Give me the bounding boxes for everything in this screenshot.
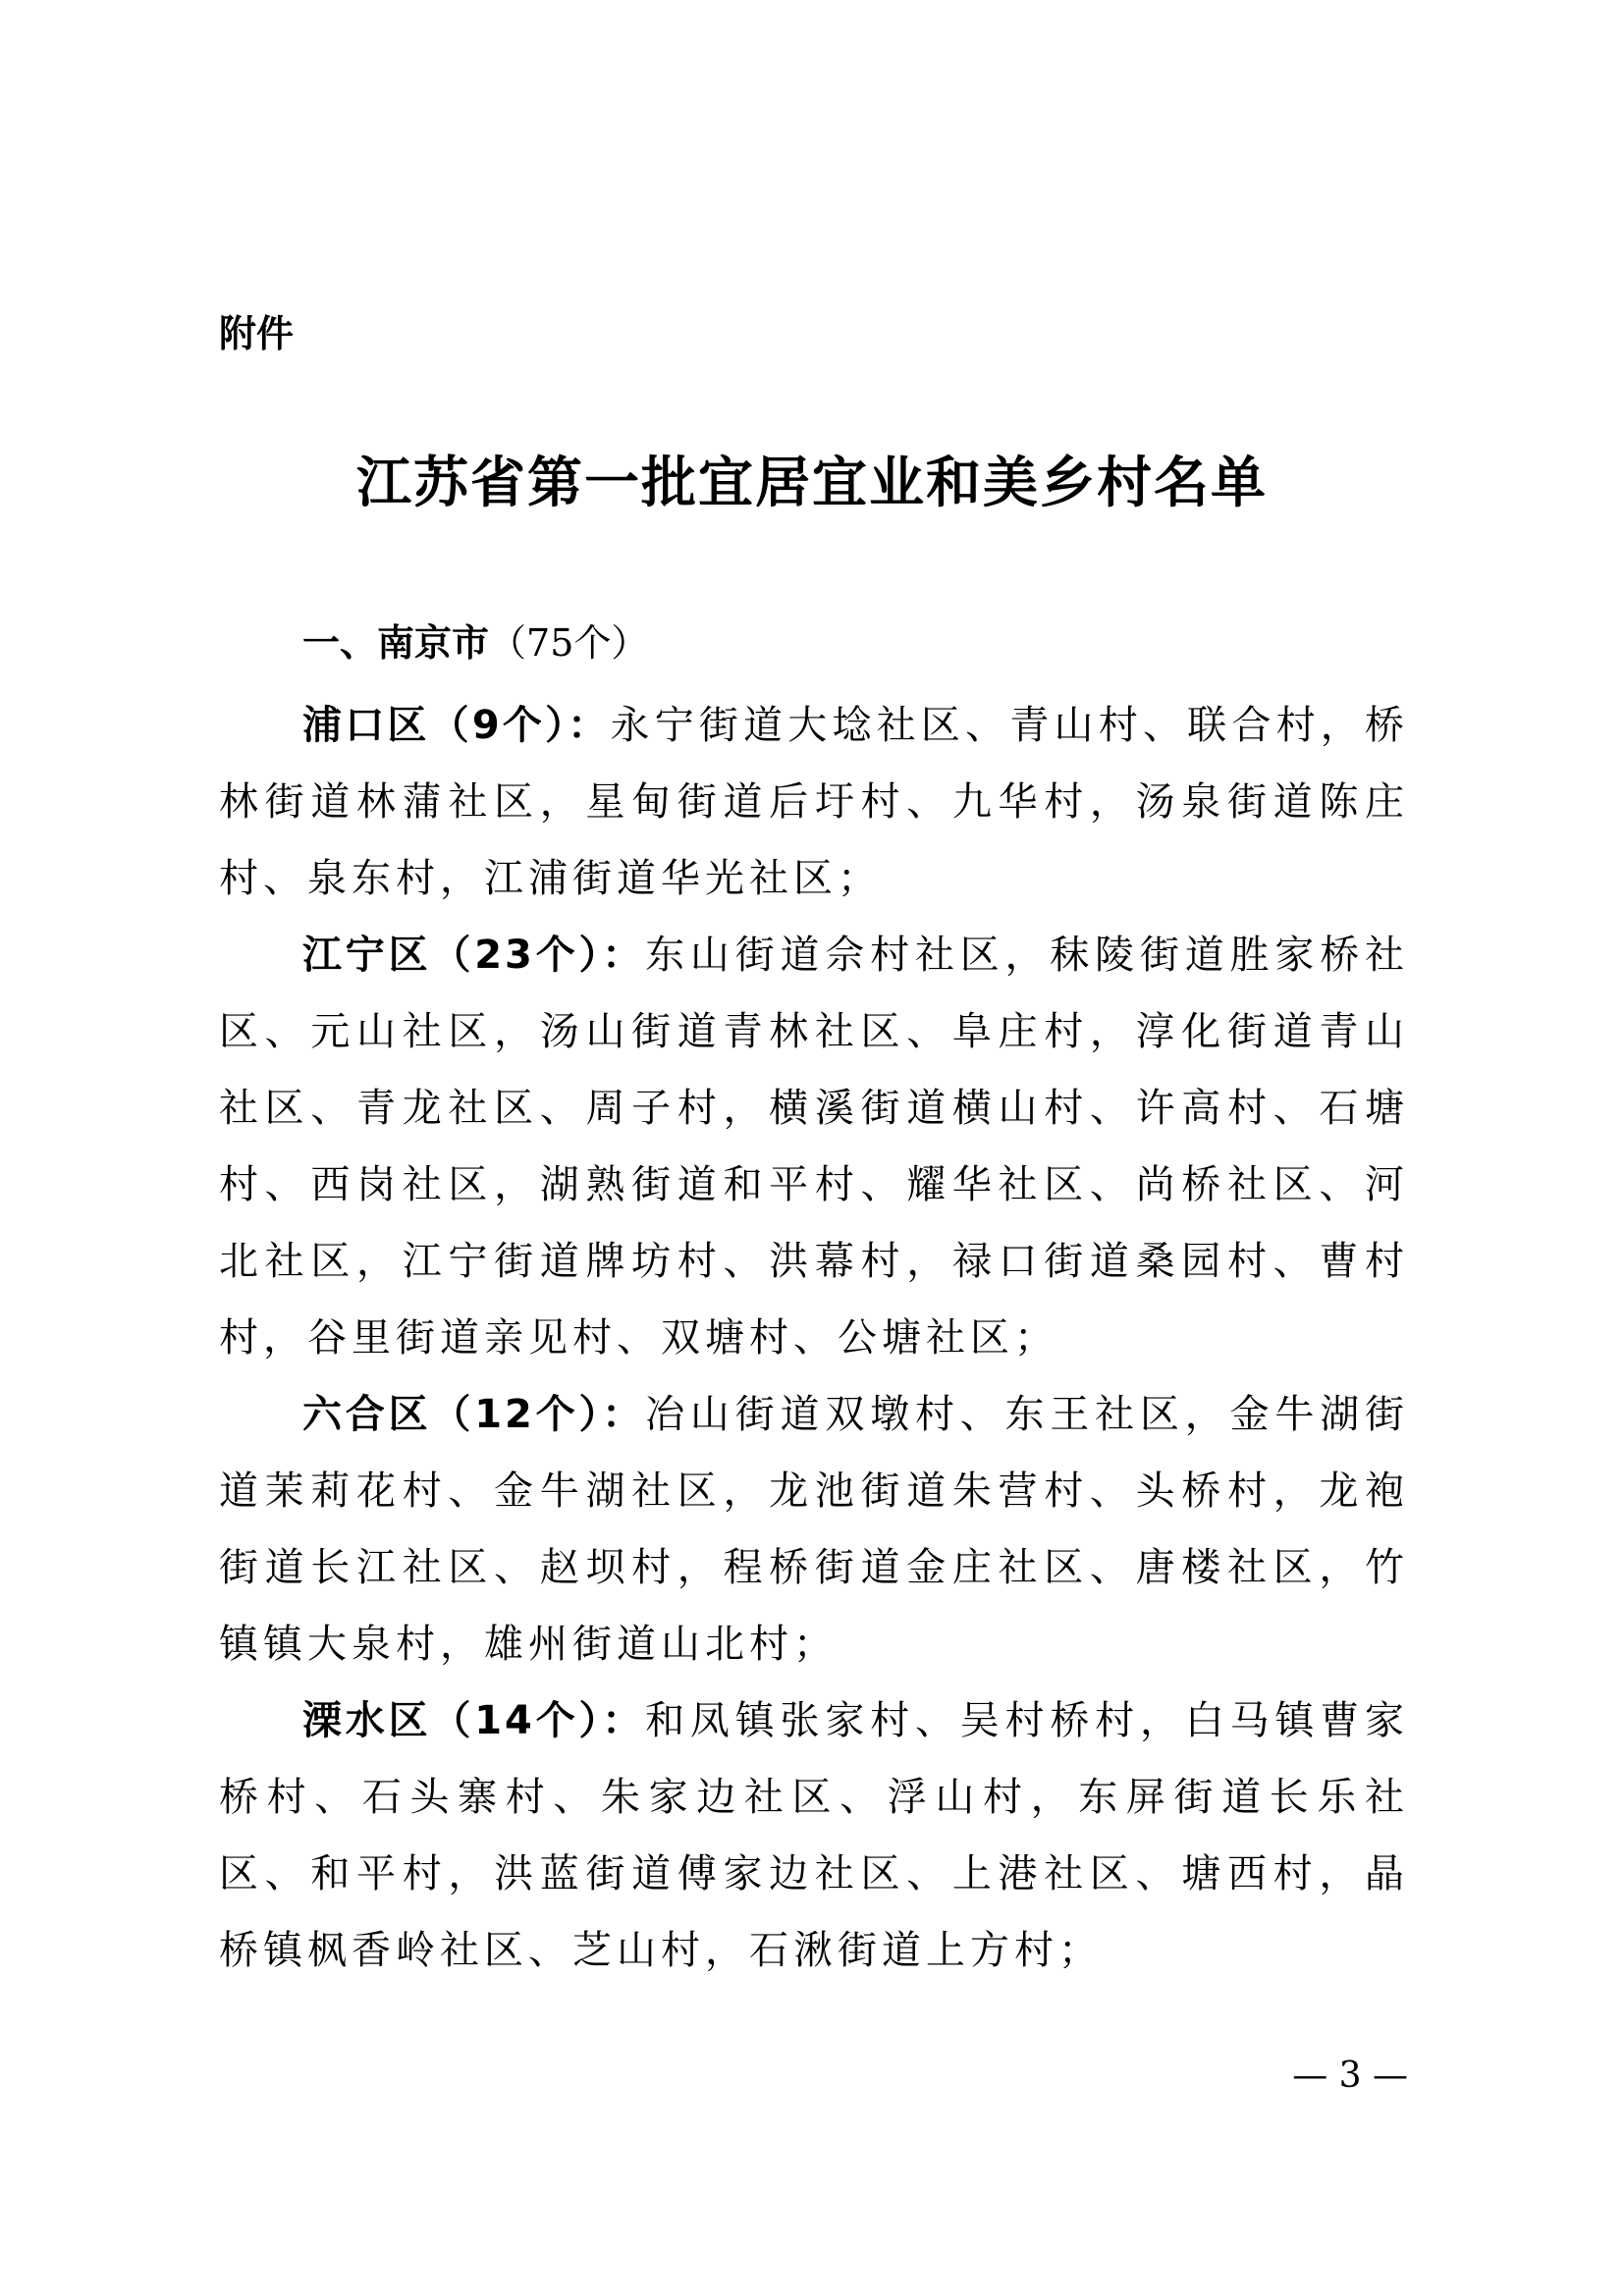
district-paragraph-pukou: [219, 687, 1409, 917]
page-number: — 3 —: [1292, 2056, 1408, 2096]
district-paragraph-jiangning: [219, 917, 1409, 1376]
district-label: 浦口区（9个）：: [302, 703, 611, 748]
district-villages: 东山街道佘村社区，秣陵街道胜家桥社区、元山社区，汤山街道青林社区、阜庄村，淳化街道青山社区、青龙社区、周子村，横溪街道横山村、许高村、石塘村、西岗社区，湖熟街道和平村、耀华社区、尚桥社区、河北社区，江宁街道牌坊村、洪幕村，禄口街道桑园村、曹村村，谷里街道亲见村、双塘村、公塘社区；: [219, 933, 1409, 1361]
district-villages: 冶山街道双墩村、东王社区，金牛湖街道茉莉花村、金牛湖社区，龙池街道朱营村、头桥村，龙袍街道长江社区、赵坝村，程桥街道金庄社区、唐楼社区，竹镇镇大泉村，雄州街道山北村；: [219, 1392, 1409, 1667]
district-paragraph-lishui: [219, 1682, 1409, 1989]
attachment-label: 附件: [219, 312, 295, 355]
district-villages: 和凤镇张家村、吴村桥村，白马镇曹家桥村、石头寨村、朱家边社区、浮山村，东屏街道长乐社区、和平村，洪蓝街道傅家边社区、上港社区、塘西村，晶桥镇枫香岭社区、芝山村，石湫街道上方村；: [219, 1698, 1409, 1973]
document-body: [219, 687, 1409, 1989]
district-villages: 永宁街道大埝社区、青山村、联合村，桥林街道林蒲社区，星甸街道后圩村、九华村，汤泉街道陈庄村、泉东村，江浦街道华光社区；: [219, 703, 1409, 901]
document-title: 江苏省第一批宜居宜业和美乡村名单: [356, 451, 1268, 515]
district-label: 江宁区（23个）：: [302, 933, 646, 978]
section-heading-text: 一、南京市: [302, 621, 490, 665]
section-heading-count: （75个）: [489, 621, 649, 665]
district-paragraph-liuhe: [219, 1376, 1409, 1682]
district-label: 六合区（12个）：: [302, 1392, 646, 1437]
section-heading: [302, 613, 648, 673]
district-label: 溧水区（14个）：: [302, 1698, 646, 1743]
